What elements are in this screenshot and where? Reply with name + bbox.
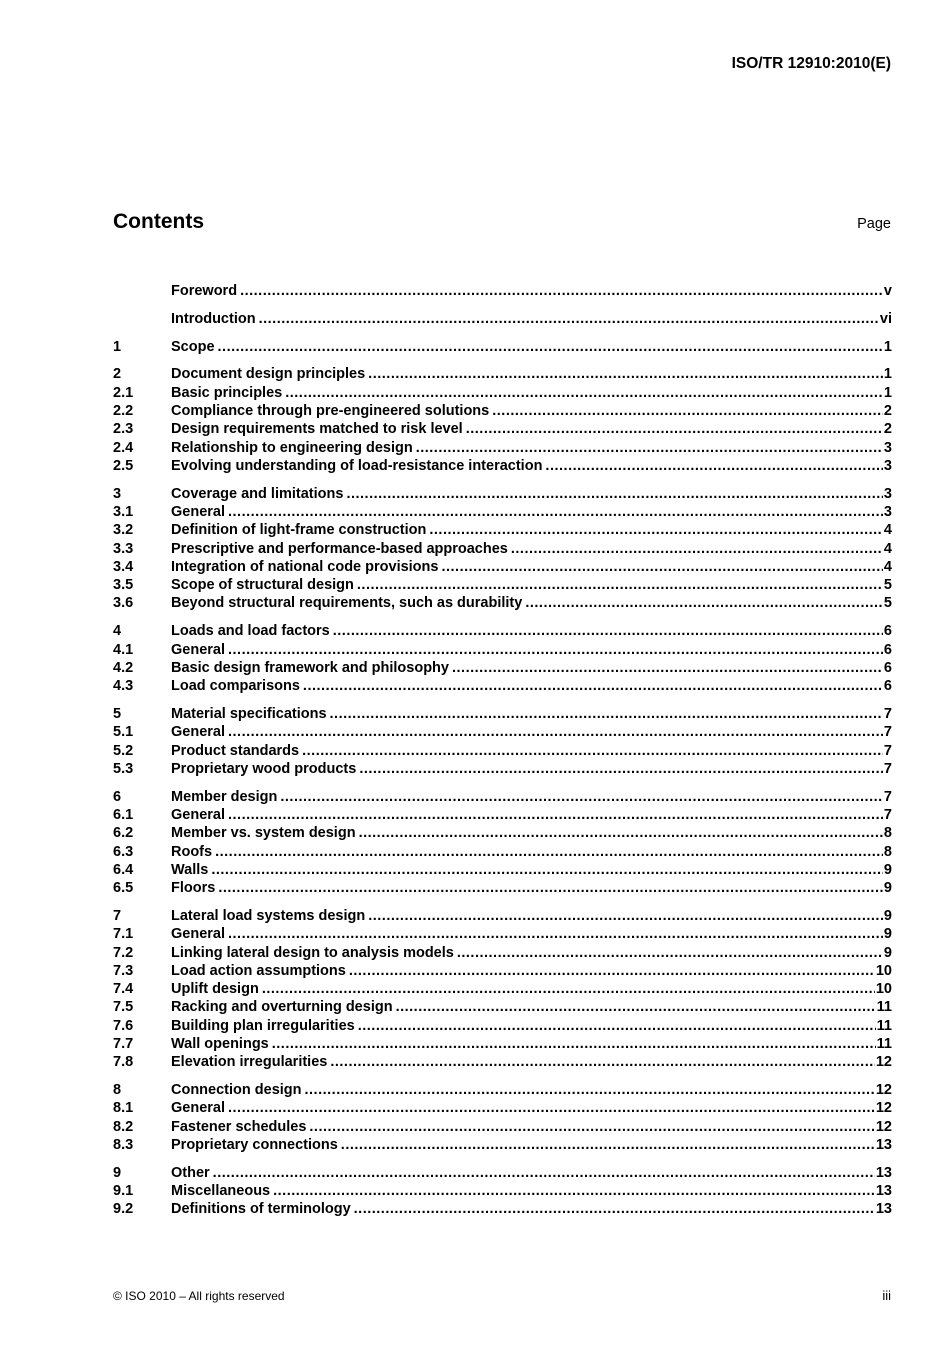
toc-entry-title: Relationship to engineering design [171,439,413,456]
toc-entry-page: 9 [883,907,892,924]
toc-entry-title: General [171,1100,225,1117]
toc-entry-page: 13 [875,1201,892,1218]
toc-entry-title: Definition of light-frame construction [171,522,427,539]
toc-entry-page: 12 [875,1082,892,1099]
toc-entry-number: 8.2 [113,1118,134,1135]
toc-entry-number: 2.5 [113,457,134,474]
toc-entry-page: 3 [883,439,892,456]
toc-dot-leader [240,283,883,299]
toc-entry-title: Miscellaneous [171,1183,271,1200]
toc-entry-number: 5.1 [113,724,134,741]
toc-dot-leader [429,522,883,538]
toc-entry-page: 2 [883,402,892,419]
toc-entry[interactable] [113,522,892,540]
toc-entry-number: 8.1 [113,1100,134,1117]
toc-entry-number: 3.1 [113,503,134,520]
toc-entry-number: 3 [113,485,122,502]
toc-entry-page: 7 [883,760,892,777]
toc-entry-page: v [883,283,892,299]
toc-entry-page: 9 [883,944,892,961]
toc-entry[interactable] [113,1054,892,1072]
toc-dot-leader [545,458,883,474]
toc-entry[interactable] [113,366,892,384]
toc-dot-leader [359,825,883,841]
toc-entry[interactable] [113,807,892,825]
toc-entry-page: 2 [883,421,892,438]
toc-entry-title: Building plan irregularities [171,1017,355,1034]
toc-entry-title: Wall openings [171,1035,269,1052]
toc-dot-leader [330,1054,875,1070]
toc-entry-page: 11 [876,999,892,1016]
toc-entry-page: 6 [883,623,892,640]
toc-entry-title: General [171,724,225,741]
toc-dot-leader [359,761,883,777]
toc-entry-number: 5.3 [113,760,134,777]
toc-entry-page: 9 [883,861,892,878]
toc-dot-leader [228,642,883,658]
toc-entry-page: 7 [883,806,892,823]
toc-dot-leader [280,789,883,805]
toc-dot-leader [441,559,882,575]
toc-entry-title: Proprietary connections [171,1136,338,1153]
toc-dot-leader [358,1018,876,1034]
toc-entry-title: Loads and load factors [171,623,330,640]
toc-dot-leader [349,963,875,979]
toc-entry[interactable] [113,963,892,981]
toc-entry[interactable] [113,999,892,1017]
toc-entry-page: 12 [875,1054,892,1071]
toc-entry-number: 6.3 [113,843,134,860]
toc-entry[interactable] [113,660,892,678]
toc-entry-title: Basic design framework and philosophy [171,659,449,676]
toc-group [113,623,892,696]
toc-dot-leader [368,366,883,382]
toc-entry[interactable] [113,724,892,742]
toc-entry[interactable] [113,421,892,439]
toc-entry[interactable] [113,440,892,458]
toc-entry-number: 2.4 [113,439,134,456]
toc-entry[interactable] [113,595,892,613]
toc-entry-number: 6.1 [113,806,134,823]
toc-group [113,366,892,476]
toc-entry-number: 2.3 [113,421,134,438]
toc-entry-number: 7 [113,907,122,924]
toc-entry-title: Walls [171,861,209,878]
toc-entry[interactable] [113,926,892,944]
toc-entry-page: 1 [883,366,892,383]
toc-entry-page: 7 [883,705,892,722]
toc-group [113,339,892,357]
toc-entry-number: 7.8 [113,1054,134,1071]
toc-entry-number: 7.2 [113,944,134,961]
toc-group [113,311,892,329]
toc-entry[interactable] [113,1082,892,1100]
toc-entry-page: 3 [883,503,892,520]
toc-entry-title: Integration of national code provisions [171,558,439,575]
toc-entry-number: 7.1 [113,926,134,943]
toc-entry-page: 8 [883,843,892,860]
toc-entry-title: Member vs. system design [171,825,356,842]
toc-entry[interactable] [113,825,892,843]
toc-entry[interactable] [113,311,892,329]
toc-entry-number: 6.2 [113,825,134,842]
toc-dot-leader [368,908,883,924]
toc-entry-title: Fastener schedules [171,1118,307,1135]
toc-entry-title: General [171,926,225,943]
toc-entry-title: Uplift design [171,981,259,998]
toc-entry-title: Scope of structural design [171,577,354,594]
toc-group [113,486,892,614]
toc-dot-leader [309,1119,874,1135]
toc-entry[interactable] [113,678,892,696]
toc-entry-page: 8 [883,825,892,842]
toc-dot-leader [273,1183,875,1199]
toc-entry[interactable] [113,504,892,522]
toc-entry[interactable] [113,761,892,779]
toc-entry-page: 10 [875,962,892,979]
toc-entry-number: 5.2 [113,742,134,759]
toc-entry-page: 9 [883,880,892,897]
toc-entry[interactable] [113,623,892,641]
toc-dot-leader [305,1082,875,1098]
toc-entry-number: 3.2 [113,522,134,539]
toc-entry-page: 4 [883,558,892,575]
toc-entry-title: Scope [171,338,215,355]
toc-entry-title: Definitions of terminology [171,1201,351,1218]
toc-entry-title: Floors [171,880,216,897]
toc-entry-number: 5 [113,705,122,722]
toc-entry[interactable] [113,844,892,862]
toc-dot-leader [303,678,883,694]
toc-dot-leader [511,541,883,557]
toc-entry-page: 7 [883,724,892,741]
toc-entry[interactable] [113,862,892,880]
toc-dot-leader [272,1036,876,1052]
toc-entry[interactable] [113,1165,892,1183]
toc-entry[interactable] [113,706,892,724]
toc-entry-number: 3.5 [113,577,134,594]
toc-dot-leader [228,926,883,942]
table-of-contents [113,283,892,1229]
toc-dot-leader [218,339,883,355]
toc-entry-page: 1 [883,338,892,355]
toc-dot-leader [525,595,883,611]
toc-dot-leader [285,385,883,401]
toc-entry-title: Product standards [171,742,300,759]
toc-entry[interactable] [113,1036,892,1054]
toc-entry[interactable] [113,642,892,660]
toc-group [113,706,892,779]
toc-entry-title: General [171,641,225,658]
toc-group [113,283,892,301]
toc-entry-title: Connection design [171,1082,302,1099]
toc-dot-leader [330,706,883,722]
toc-entry-number: 4.3 [113,678,134,695]
toc-entry-title: Beyond structural requirements, such as durability [171,595,523,612]
toc-dot-leader [396,999,876,1015]
toc-entry-number: 7.4 [113,981,134,998]
toc-entry-title: Material specifications [171,705,327,722]
toc-entry-number: 4.2 [113,659,134,676]
toc-entry-number: 9.1 [113,1183,134,1200]
toc-entry-number: 7.5 [113,999,134,1016]
toc-dot-leader [218,880,883,896]
toc-dot-leader [354,1201,875,1217]
toc-dot-leader [341,1137,875,1153]
toc-entry-title: Other [171,1164,210,1181]
toc-entry-title: Prescriptive and performance-based approaches [171,540,508,557]
toc-entry-number: 7.3 [113,962,134,979]
toc-entry-number: 1 [113,338,122,355]
toc-entry-number: 4.1 [113,641,134,658]
toc-entry-page: 13 [875,1183,892,1200]
toc-entry-number: 3.4 [113,558,134,575]
toc-entry-number: 6 [113,788,122,805]
toc-entry[interactable] [113,789,892,807]
toc-entry[interactable] [113,981,892,999]
toc-dot-leader [492,403,883,419]
toc-entry-title: Lateral load systems design [171,907,366,924]
toc-dot-leader [228,1100,875,1116]
toc-entry[interactable] [113,1018,892,1036]
toc-entry-title: Document design principles [171,366,366,383]
toc-entry-title: General [171,503,225,520]
toc-entry-page: 6 [883,641,892,658]
toc-entry-page: 3 [883,457,892,474]
toc-dot-leader [259,311,879,327]
toc-entry-title: Design requirements matched to risk level [171,421,463,438]
toc-entry-number: 9.2 [113,1201,134,1218]
footer-copyright: © ISO 2010 – All rights reserved [113,1289,285,1303]
toc-entry-title: Linking lateral design to analysis models [171,944,454,961]
toc-entry-number: 6.5 [113,880,134,897]
toc-entry[interactable] [113,1201,892,1219]
page-column-label: Page [857,216,891,232]
toc-entry-title: Elevation irregularities [171,1054,328,1071]
toc-entry[interactable] [113,743,892,761]
toc-group [113,1082,892,1155]
toc-entry-page: 6 [883,659,892,676]
toc-entry[interactable] [113,1183,892,1201]
toc-entry-page: 1 [883,384,892,401]
toc-entry-number: 6.4 [113,861,134,878]
toc-dot-leader [333,623,883,639]
toc-entry-page: 9 [883,926,892,943]
toc-entry-title: Proprietary wood products [171,760,357,777]
toc-dot-leader [211,862,883,878]
toc-entry-page: 7 [883,742,892,759]
toc-entry-page: 12 [875,1118,892,1135]
document-id: ISO/TR 12910:2010(E) [731,55,891,72]
toc-entry[interactable] [113,458,892,476]
toc-entry[interactable] [113,559,892,577]
toc-entry-page: 4 [883,540,892,557]
toc-entry-page: vi [879,310,892,327]
toc-entry[interactable] [113,486,892,504]
toc-dot-leader [262,981,875,997]
toc-entry-title: Coverage and limitations [171,485,344,502]
toc-entry[interactable] [113,339,892,357]
toc-entry-title: Evolving understanding of load-resistance interaction [171,457,543,474]
toc-dot-leader [215,844,883,860]
toc-group [113,1165,892,1220]
toc-dot-leader [452,660,883,676]
toc-dot-leader [416,440,883,456]
toc-entry-page: 12 [875,1100,892,1117]
toc-entry[interactable] [113,403,892,421]
toc-entry[interactable] [113,908,892,926]
toc-entry-page: 3 [883,485,892,502]
toc-dot-leader [228,504,883,520]
toc-entry-title: Foreword [171,283,238,299]
toc-entry-title: Basic principles [171,384,283,401]
toc-entry-page: 11 [876,1017,892,1034]
toc-entry[interactable] [113,283,892,301]
toc-entry-number: 7.6 [113,1017,134,1034]
toc-dot-leader [357,577,883,593]
toc-entry-number: 9 [113,1164,122,1181]
toc-entry-number: 3.3 [113,540,134,557]
toc-entry-title: Introduction [171,310,256,327]
toc-entry[interactable] [113,385,892,403]
toc-entry-title: Compliance through pre-engineered solutions [171,402,490,419]
toc-entry-number: 2.1 [113,384,134,401]
toc-entry-title: Racking and overturning design [171,999,393,1016]
toc-dot-leader [302,743,883,759]
toc-entry-page: 6 [883,678,892,695]
footer-page-number: iii [882,1288,891,1303]
toc-dot-leader [346,486,882,502]
toc-entry[interactable] [113,1100,892,1118]
toc-group [113,789,892,899]
toc-dot-leader [213,1165,875,1181]
toc-dot-leader [457,945,883,961]
toc-group [113,908,892,1073]
toc-dot-leader [228,807,883,823]
toc-entry-page: 13 [875,1164,892,1181]
toc-entry[interactable] [113,945,892,963]
toc-entry-number: 2 [113,366,122,383]
toc-entry-number: 2.2 [113,402,134,419]
toc-entry-page: 5 [883,595,892,612]
toc-entry-number: 3.6 [113,595,134,612]
toc-entry-number: 8 [113,1082,122,1099]
toc-entry-page: 4 [883,522,892,539]
toc-entry[interactable] [113,1119,892,1137]
toc-entry-page: 13 [875,1136,892,1153]
toc-entry-title: Load action assumptions [171,962,346,979]
toc-entry-page: 10 [875,981,892,998]
toc-entry[interactable] [113,577,892,595]
toc-entry-number: 8.3 [113,1136,134,1153]
toc-entry-title: General [171,806,225,823]
toc-entry-page: 7 [883,788,892,805]
toc-dot-leader [466,421,883,437]
toc-entry-page: 5 [883,577,892,594]
toc-entry[interactable] [113,880,892,898]
page-title: Contents [113,210,204,233]
toc-entry-title: Load comparisons [171,678,300,695]
toc-entry-title: Roofs [171,843,213,860]
toc-entry[interactable] [113,541,892,559]
toc-entry-page: 11 [876,1035,892,1052]
toc-entry-number: 7.7 [113,1035,134,1052]
toc-dot-leader [228,724,883,740]
toc-entry[interactable] [113,1137,892,1155]
toc-entry-title: Member design [171,788,278,805]
toc-entry-number: 4 [113,623,122,640]
